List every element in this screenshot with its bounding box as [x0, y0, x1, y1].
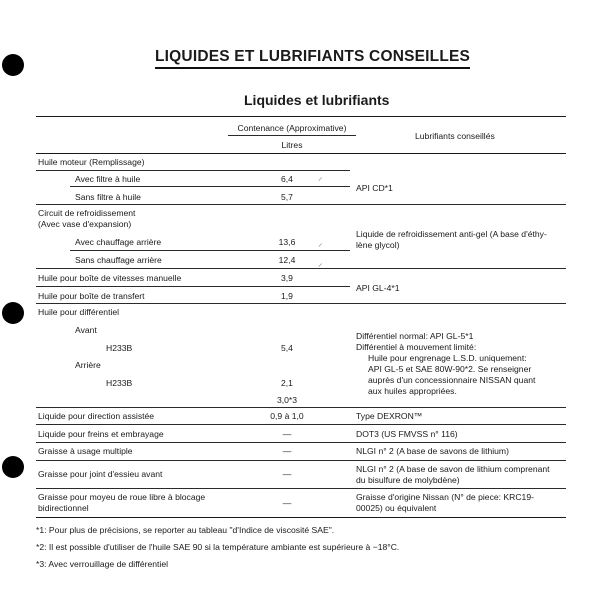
footnote-2: *2: Il est possible d'utiliser de l'huile SAE 90 si la température ambiante est supérieure à −18°C. — [36, 542, 400, 552]
section-title: Liquides et lubrifiants — [244, 92, 390, 108]
table-top-rule — [36, 116, 566, 117]
table-bottom-rule — [36, 517, 566, 518]
pencil-mark: ⸝ — [318, 258, 323, 268]
header-capacity-rule — [228, 135, 356, 136]
header-lubricants: Lubrifiants conseillés — [415, 131, 495, 141]
pencil-mark: ⸝ — [318, 172, 323, 182]
pencil-mark: ⸝ — [318, 238, 323, 248]
header-capacity: Contenance (Approximative) — [237, 123, 347, 133]
page-title: LIQUIDES ET LUBRIFIANTS CONSEILLES — [155, 48, 470, 69]
footnote-1: *1: Pour plus de précisions, se reporter au tableau "d'Indice de viscosité SAE". — [36, 525, 335, 535]
footnote-3: *3: Avec verrouillage de différentiel — [36, 559, 169, 569]
binder-hole-top — [2, 54, 24, 76]
header-unit: Litres — [281, 140, 303, 150]
binder-hole-bottom — [2, 456, 24, 478]
header-bottom-rule — [36, 153, 566, 154]
binder-hole-middle — [2, 302, 24, 324]
